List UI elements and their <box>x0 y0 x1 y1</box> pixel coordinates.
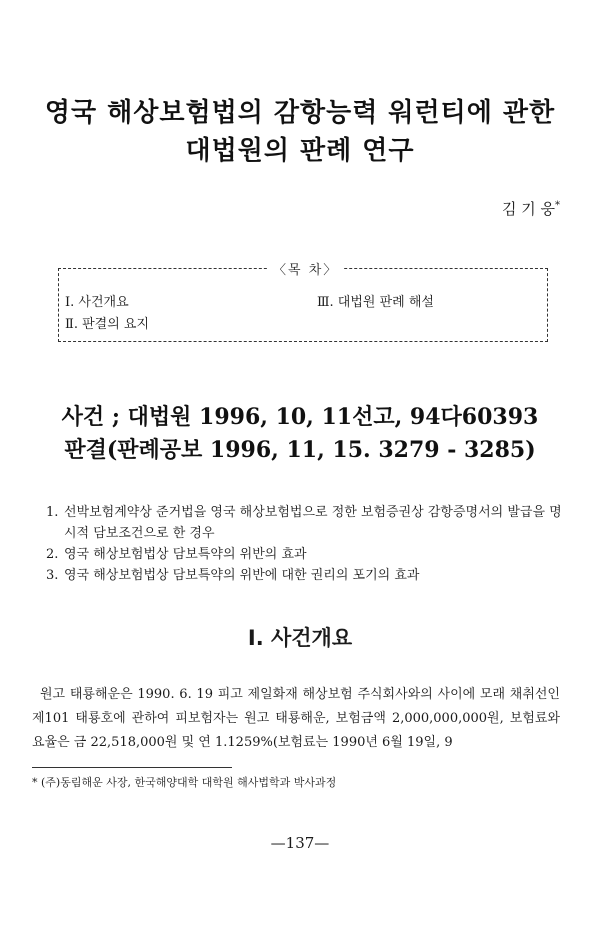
toc-item-2: Ⅱ. 판결의 요지 <box>65 317 150 332</box>
issue-text: 영국 해상보험법상 담보특약의 위반에 대한 권리의 포기의 효과 <box>64 568 420 583</box>
author-name: 김 기 웅 <box>501 200 555 218</box>
issue-list <box>46 502 566 586</box>
author-footnote-mark: * <box>555 200 560 211</box>
issue-text: 선박보험계약상 준거법을 영국 해상보험법으로 정한 보험증권상 감항증명서의 발급을 명시적 담보조건으로 한 경우 <box>64 505 562 541</box>
table-of-contents <box>58 263 548 342</box>
list-item <box>46 544 566 565</box>
toc-item-3: Ⅲ. 대법원 판례 해설 <box>317 295 434 310</box>
issue-number: 1. <box>46 505 59 520</box>
section-heading: Ⅰ. 사건개요 <box>247 626 353 650</box>
issue-number: 3. <box>46 568 59 583</box>
document-title-line-1: 영국 해상보험법의 감항능력 워런티에 관한 <box>44 98 556 128</box>
list-item <box>46 565 566 586</box>
issue-text: 영국 해상보험법상 담보특약의 위반의 효과 <box>64 547 307 562</box>
case-citation-line-1: 사건 ; 대법원 1996, 10, 11선고, 94다60393 <box>61 404 539 430</box>
footnote-divider <box>32 767 232 768</box>
author <box>502 198 560 219</box>
case-citation-line-2: 판결(판례공보 1996, 11, 15. 3279 - 3285) <box>64 437 536 463</box>
list-item <box>46 502 566 544</box>
document-title-line-2: 대법원의 판례 연구 <box>185 136 415 166</box>
issue-number: 2. <box>46 547 59 562</box>
toc-label: 〈목 차〉 <box>267 259 344 278</box>
body-paragraph: 원고 태룡해운은 1990. 6. 19 피고 제일화재 해상보험 주식회사와의 사이에 모래 채취선인 제101 태룡호에 관하여 피보험자는 원고 태룡해운, 보험금액 2,000,000,000원, 보험료와 요율은 금 22,518,000원 및 연 1.1259%(보험료는 1990년 6월 19일, 9 <box>32 687 560 750</box>
footnote <box>32 774 336 790</box>
page-number: —137— <box>270 834 330 852</box>
footnote-text: (주)동림해운 사장, 한국해양대학 대학원 해사법학과 박사과정 <box>41 776 337 789</box>
toc-item-1: Ⅰ. 사건개요 <box>65 295 129 310</box>
footnote-mark: * <box>32 776 38 789</box>
